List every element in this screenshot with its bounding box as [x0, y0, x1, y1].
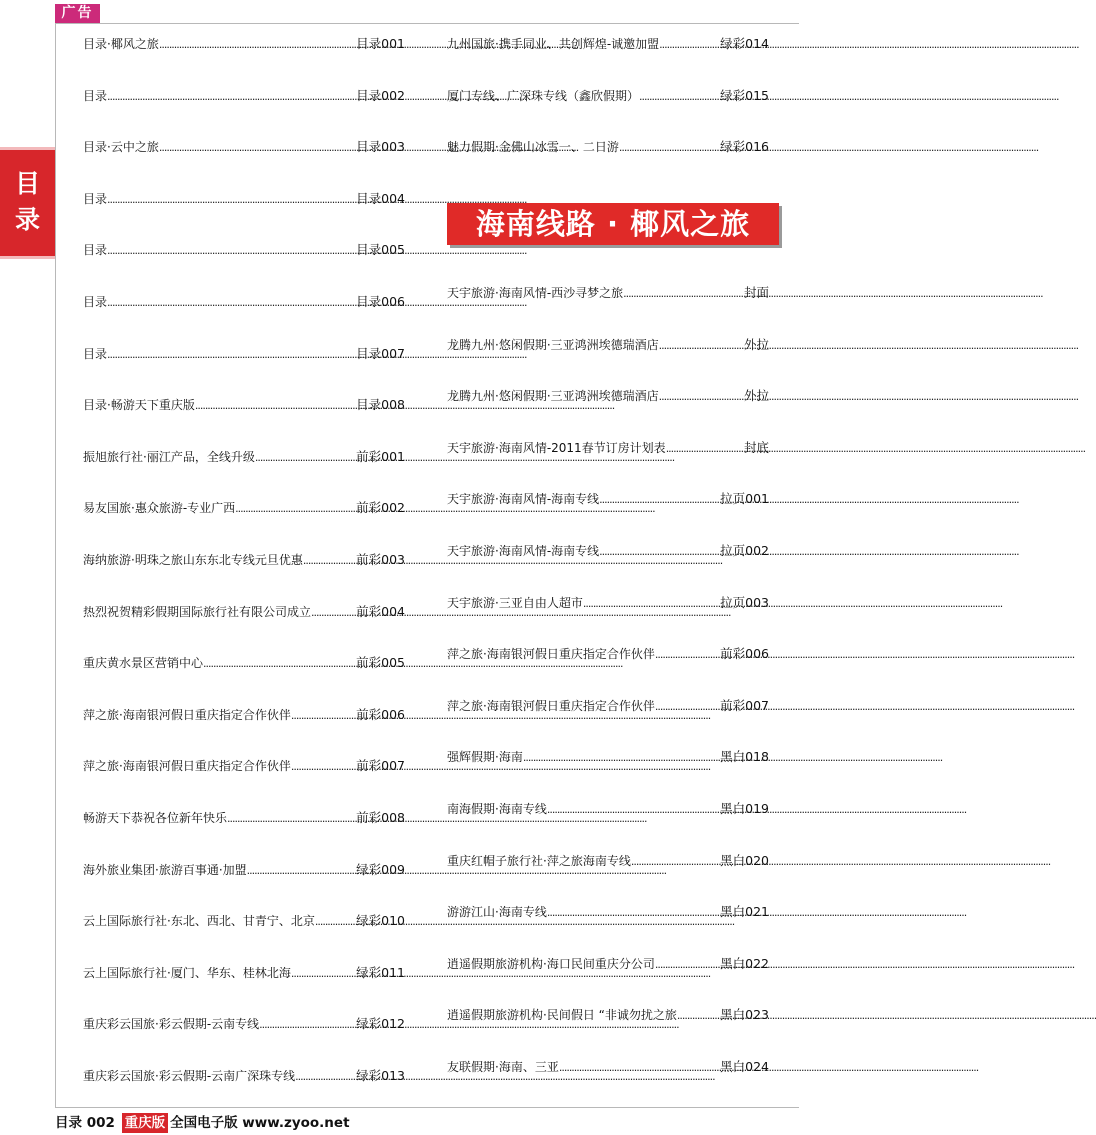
toc-entry-title: 目录·畅游天下重庆版: [83, 398, 195, 413]
toc-entry[interactable]: [447, 88, 769, 140]
toc-entry[interactable]: [447, 1059, 769, 1111]
toc-entry[interactable]: [83, 913, 405, 965]
toc-entry-title: 热烈祝贺精彩假期国际旅行社有限公司成立: [83, 604, 312, 619]
toc-entry-title: 友联假期·海南、三亚: [447, 1059, 559, 1074]
toc-entry-page: 外拉: [743, 388, 769, 404]
toc-entry[interactable]: [447, 749, 769, 801]
toc-leader-dots: [559, 1060, 720, 1076]
toc-leader-dots: [195, 398, 356, 414]
toc-entry-page: 绿彩010: [356, 913, 405, 929]
toc-entry-page: 绿彩012: [356, 1016, 405, 1032]
toc-entry-page: 前彩002: [356, 500, 405, 516]
toc-entry[interactable]: [83, 1016, 405, 1068]
footer-site-label[interactable]: 全国电子版 www.zyoo.net: [170, 1115, 350, 1131]
toc-entry[interactable]: [83, 1068, 405, 1120]
toc-right-bottom-column: [447, 285, 769, 1111]
toc-entry-page: 前彩001: [356, 448, 405, 464]
side-tab-char-2: 录: [14, 205, 40, 234]
toc-leader-dots: [311, 605, 356, 621]
toc-entry-title: 目录: [83, 346, 108, 361]
toc-entry-page: 黑白022: [720, 955, 769, 971]
toc-leader-dots: [547, 905, 720, 921]
toc-entry-page: 绿彩011: [356, 964, 405, 980]
toc-entry-title: 魅力假期·金佛山冰雪一、二日游: [447, 140, 619, 155]
toc-entry-title: 逍遥假期旅游机构·海口民间重庆分公司: [447, 956, 655, 971]
toc-entry[interactable]: [447, 801, 769, 853]
toc-entry-page: 封底: [743, 439, 769, 455]
toc-leader-dots: [303, 553, 356, 569]
toc-leader-dots: [227, 811, 356, 827]
toc-entry-page: 绿彩016: [720, 139, 769, 155]
toc-entry-page: 黑白023: [720, 1007, 769, 1023]
toc-entry-page: 绿彩013: [356, 1067, 405, 1083]
toc-entry[interactable]: [447, 1007, 769, 1059]
toc-entry-page: 目录004: [356, 190, 405, 206]
toc-entry[interactable]: [83, 965, 405, 1017]
toc-leader-dots: [655, 699, 720, 715]
toc-leader-dots: [599, 492, 720, 508]
toc-entry-title: 萍之旅·海南银河假日重庆指定合作伙伴: [447, 698, 655, 713]
toc-entry-title: 海外旅业集团·旅游百事通·加盟: [83, 862, 247, 877]
toc-entry[interactable]: [83, 655, 405, 707]
toc-entry-title: 萍之旅·海南银河假日重庆指定合作伙伴: [83, 759, 291, 774]
toc-entry-title: 目录: [83, 88, 108, 103]
toc-entry-title: 天宇旅游·海南风情-西沙寻梦之旅: [447, 286, 624, 300]
toc-entry-title: 萍之旅·海南银河假日重庆指定合作伙伴: [447, 647, 655, 662]
toc-entry-title: 目录: [83, 191, 108, 206]
toc-leader-dots: [203, 656, 356, 672]
toc-entry-title: 云上国际旅行社·东北、西北、甘青宁、北京: [83, 914, 315, 929]
toc-entry-page: 拉页003: [720, 594, 769, 610]
toc-entry-page: 目录006: [356, 293, 405, 309]
toc-entry[interactable]: [83, 191, 405, 243]
toc-entry-page: 目录003: [356, 139, 405, 155]
toc-entry-page: 前彩008: [356, 809, 405, 825]
toc-entry[interactable]: [447, 646, 769, 698]
toc-entry[interactable]: [447, 543, 769, 595]
toc-entry[interactable]: [83, 500, 405, 552]
toc-leader-dots: [107, 347, 356, 363]
toc-entry-page: 目录007: [356, 345, 405, 361]
toc-entry-page: 前彩006: [720, 646, 769, 662]
toc-entry[interactable]: [83, 604, 405, 656]
toc-entry[interactable]: [447, 853, 769, 905]
toc-entry-title: 强辉假期·海南: [447, 750, 523, 765]
toc-leader-dots: [107, 89, 356, 105]
toc-entry-page: 前彩006: [356, 706, 405, 722]
toc-leader-dots: [159, 140, 356, 156]
toc-entry[interactable]: [447, 904, 769, 956]
section-banner-hainan: 海南线路 · 椰风之旅: [447, 203, 779, 245]
toc-entry-title: 目录·椰风之旅: [83, 37, 159, 51]
toc-entry-page: 绿彩009: [356, 861, 405, 877]
toc-entry[interactable]: [447, 139, 769, 191]
toc-entry-page: 拉页001: [720, 491, 769, 507]
toc-entry-title: 龙腾九州·悠闲假期·三亚鸿洲埃德瑞酒店: [447, 389, 659, 404]
toc-right-top-column: [447, 36, 769, 191]
toc-entry-title: 九州国旅·携手同业、共创辉煌-诚邀加盟: [447, 37, 660, 51]
toc-leader-dots: [159, 37, 356, 53]
toc-leader-dots: [259, 1017, 356, 1033]
toc-leader-dots: [255, 450, 356, 466]
toc-entry[interactable]: [83, 36, 405, 88]
toc-leader-dots: [291, 759, 356, 775]
toc-entry[interactable]: [83, 88, 405, 140]
toc-leader-dots: [677, 1008, 720, 1024]
side-tab-char-1: 目: [14, 169, 40, 198]
toc-leader-dots: [659, 37, 720, 53]
toc-entry-title: 逍遥假期旅游机构·民间假日 “非诚勿扰之旅: [447, 1008, 677, 1023]
toc-leader-dots: [583, 596, 720, 612]
toc-entry[interactable]: [83, 810, 405, 862]
toc-leader-dots: [623, 286, 744, 302]
toc-entry-title: 目录: [83, 243, 108, 258]
footer-page-label: 目录 002: [55, 1115, 115, 1131]
toc-entry[interactable]: [447, 285, 769, 337]
toc-entry-title: 萍之旅·海南银河假日重庆指定合作伙伴: [83, 707, 291, 722]
toc-entry-page: 前彩007: [720, 697, 769, 713]
toc-leader-dots: [655, 957, 720, 973]
toc-leader-dots: [247, 863, 357, 879]
toc-entry-page: 目录008: [356, 397, 405, 413]
toc-side-tab: [0, 147, 55, 259]
toc-entry-page: 拉页002: [720, 542, 769, 558]
toc-entry-title: 龙腾九州·悠闲假期·三亚鸿洲埃德瑞酒店: [447, 337, 659, 352]
toc-entry[interactable]: [83, 397, 405, 449]
toc-entry[interactable]: [83, 758, 405, 810]
toc-entry-page: 前彩005: [356, 655, 405, 671]
toc-entry-page: 黑白021: [720, 904, 769, 920]
toc-entry-title: 振旭旅行社·丽江产品，全线升级: [83, 449, 255, 464]
toc-leader-dots: [107, 243, 356, 259]
toc-leader-dots: [599, 544, 720, 560]
toc-entry-title: 天宇旅游·三亚自由人超市: [447, 595, 583, 610]
toc-entry-page: 黑白018: [720, 749, 769, 765]
toc-entry-page: 黑白024: [720, 1058, 769, 1074]
page-footer: [55, 1113, 350, 1133]
toc-entry-page: 目录001: [356, 36, 405, 51]
toc-entry-page: 目录005: [356, 242, 405, 258]
toc-entry-page: 绿彩014: [720, 36, 769, 51]
toc-entry[interactable]: [83, 552, 405, 604]
toc-leader-dots: [295, 1069, 356, 1085]
toc-leader-dots: [235, 501, 356, 517]
toc-entry[interactable]: [447, 956, 769, 1008]
toc-entry-title: 目录·云中之旅: [83, 140, 159, 155]
toc-entry-title: 厦门专线、广深珠专线（鑫欣假期）: [447, 88, 640, 103]
toc-entry-title: 畅游天下恭祝各位新年快乐: [83, 810, 228, 825]
toc-entry[interactable]: [83, 862, 405, 914]
toc-entry-page: 封面: [743, 285, 769, 300]
toc-leader-dots: [107, 295, 356, 311]
toc-entry[interactable]: [83, 707, 405, 759]
toc-entry[interactable]: [447, 388, 769, 440]
toc-entry[interactable]: [83, 139, 405, 191]
toc-leader-dots: [547, 802, 720, 818]
toc-leader-dots: [655, 647, 720, 663]
toc-entry[interactable]: [447, 440, 769, 492]
toc-entry[interactable]: [83, 242, 405, 294]
footer-edition-badge: 重庆版: [122, 1113, 169, 1133]
toc-entry-title: 游游江山·海南专线: [447, 905, 547, 920]
toc-leader-dots: [107, 192, 356, 208]
toc-leader-dots: [666, 441, 744, 457]
toc-entry[interactable]: [447, 36, 769, 88]
toc-leader-dots: [639, 89, 720, 105]
toc-entry-title: 目录: [83, 294, 108, 309]
toc-entry-title: 重庆红帽子旅行社·萍之旅海南专线: [447, 853, 631, 868]
toc-entry-title: 重庆彩云国旅·彩云假期-云南专线: [83, 1017, 260, 1032]
toc-leader-dots: [631, 854, 720, 870]
toc-leader-dots: [315, 914, 356, 930]
toc-entry[interactable]: [447, 698, 769, 750]
toc-leader-dots: [659, 389, 744, 405]
toc-entry-title: 海纳旅游·明珠之旅山东东北专线元旦优惠: [83, 552, 303, 567]
toc-entry-title: 天宇旅游·海南风情-2011春节订房计划表: [447, 440, 666, 455]
toc-entry-page: 黑白019: [720, 800, 769, 816]
toc-entry-title: 南海假期·海南专线: [447, 801, 547, 816]
toc-entry-page: 黑白020: [720, 852, 769, 868]
toc-entry[interactable]: [83, 346, 405, 398]
toc-entry-page: 绿彩015: [720, 87, 769, 103]
toc-entry[interactable]: [83, 294, 405, 346]
toc-entry[interactable]: [447, 337, 769, 389]
toc-leader-dots: [291, 966, 356, 982]
toc-entry-title: 重庆黄水景区营销中心: [83, 656, 204, 671]
toc-entry[interactable]: [83, 449, 405, 501]
toc-entry-title: 天宇旅游·海南风情-海南专线: [447, 543, 600, 558]
toc-leader-dots: [619, 140, 720, 156]
toc-leader-dots: [523, 750, 720, 766]
toc-entry[interactable]: [447, 595, 769, 647]
toc-entry-title: 云上国际旅行社·厦门、华东、桂林北海: [83, 965, 291, 980]
toc-entry-page: 前彩007: [356, 758, 405, 774]
toc-leader-dots: [659, 338, 744, 354]
toc-entry-title: 天宇旅游·海南风情-海南专线: [447, 492, 600, 507]
toc-left-column: [83, 36, 405, 1119]
ad-tag: 广告: [55, 4, 100, 23]
toc-entry-page: 外拉: [743, 336, 769, 352]
toc-entry-page: 目录002: [356, 87, 405, 103]
toc-entry-title: 易友国旅·惠众旅游-专业广西: [83, 501, 236, 516]
toc-leader-dots: [291, 708, 356, 724]
toc-entry-page: 前彩003: [356, 551, 405, 567]
toc-entry-page: 前彩004: [356, 603, 405, 619]
toc-entry[interactable]: [447, 491, 769, 543]
toc-entry-title: 重庆彩云国旅·彩云假期-云南广深珠专线: [83, 1068, 296, 1083]
